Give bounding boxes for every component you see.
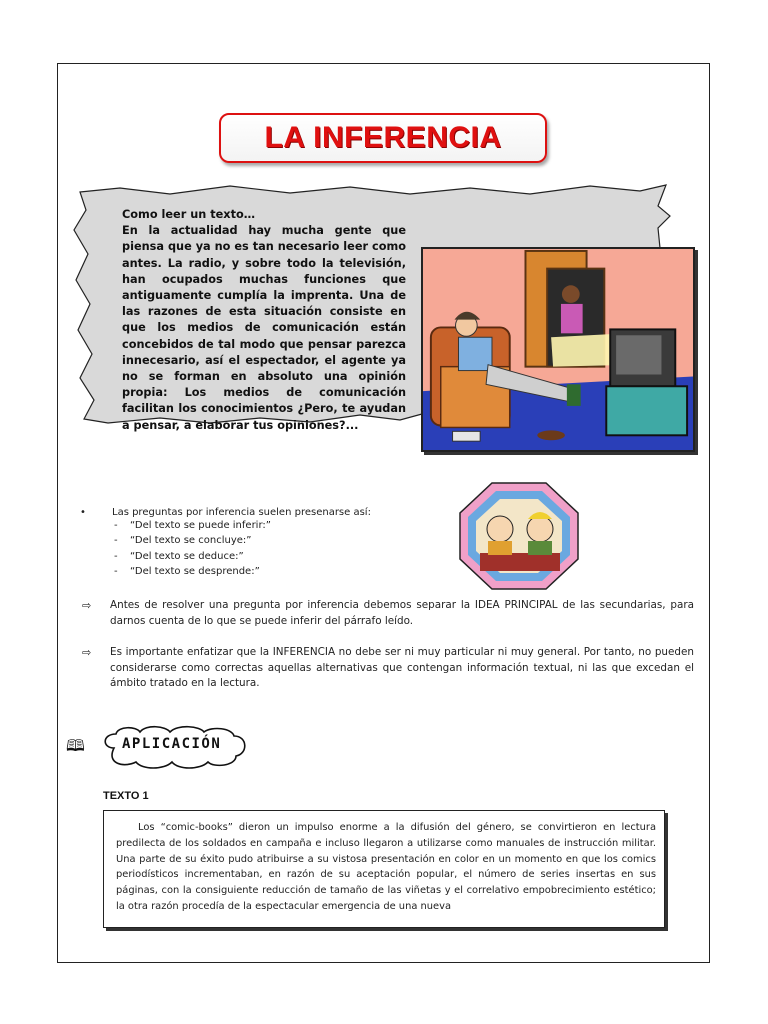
list-item-text: “Del texto se concluye:” (130, 535, 252, 547)
comic-octagon-picture (458, 481, 580, 591)
page-title: LA INFERENCIA (264, 121, 502, 154)
list-lead (80, 507, 440, 518)
texto-1-body: Los “comic-books” dieron un impulso enorme a la difusión del género, se convirtieron en lectura predilecta de los soldados en campaña e incluso llegaron a utilizarse como manuales de instrucción militar. Una parte de su éxito pudo atribuirse a su vistosa presentación en color en un momento en que los comics periodísticos incrementaban, en razón de su aceptación popular, el número de series insertas en sus páginas, con la consiguiente reducción de tamaño de las viñetas y el correlativo empobrecimiento estético; la otra razón procedía de la espectacular emergencia de una nueva (116, 822, 656, 912)
list-lead-text: Las preguntas por inferencia suelen presenarse así: (112, 507, 371, 518)
texto-1-label: TEXTO 1 (103, 790, 149, 802)
texto-1-box (103, 810, 665, 928)
tv-living-room-illustration (421, 247, 695, 452)
list-item-text: “Del texto se desprende:” (130, 566, 260, 578)
book-icon: 🕮 (66, 736, 85, 755)
inference-question-list (80, 507, 440, 580)
paragraph-text: Antes de resolver una pregunta por inferencia debemos separar la IDEA PRINCIPAL de las secundarias, para darnos cuenta de lo que se puede inferir del párrafo leído. (110, 599, 694, 627)
list-item: - “Del texto se desprende:” (114, 564, 440, 579)
arrow-icon: ⇨ (82, 646, 92, 659)
paragraph-idea-principal (82, 598, 694, 629)
intro-body: En la actualidad hay mucha gente que piensa que ya no es tan necesario leer como antes. La radio, y sobre todo la televisión, han ocupados muchas funciones que antiguamente cumplía la imprenta. Una de las razones de esta situación consiste en que los medios de comunicación están concebidos de tal modo que pensar parezca innecesario, así el espectador, el agente ya no se forman en absoluto una opinión propia: Los medios de comunicación facilitan los conocimientos ¿Pero, te ayudan a pensar, a elaborar tus opiniones?... (122, 224, 406, 432)
bullet-marker: • (80, 507, 86, 518)
paragraph-text: Es importante enfatizar que la INFERENCIA no debe ser ni muy particular ni muy general. Por tanto, no pueden considerarse como correctas aquellas alternativas que contengan información textual, ni las que excedan el ámbito tratado en la lectura. (110, 646, 694, 690)
intro-heading: Como leer un texto… (122, 208, 256, 221)
list-item: - “Del texto se concluye:” (114, 533, 440, 548)
list-item-text: “Del texto se deduce:” (130, 550, 244, 562)
list-item: - “Del texto se puede inferir:” (114, 518, 440, 533)
list-item-text: “Del texto se puede inferir:” (130, 520, 271, 531)
aplicacion-label: APLICACIÓN (122, 736, 222, 752)
list-item: - “Del texto se deduce:” (114, 549, 440, 564)
intro-text (122, 207, 406, 434)
paragraph-inferencia (82, 645, 694, 692)
title-banner (219, 113, 547, 163)
arrow-icon: ⇨ (82, 599, 92, 612)
